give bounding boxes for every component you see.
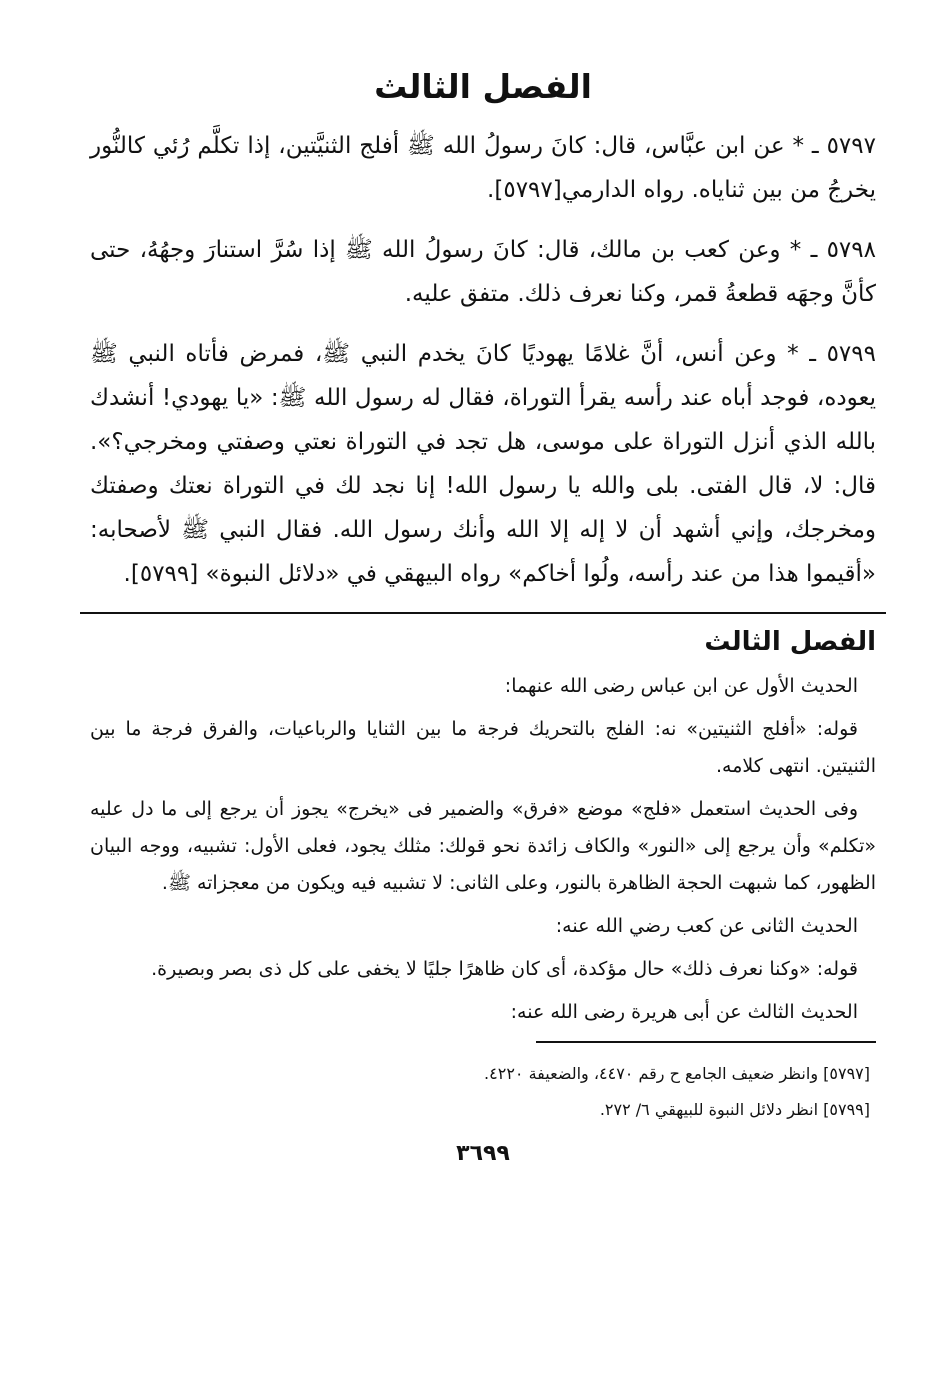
- commentary-paragraph: قوله: «أفلج الثنيتين» نه: الفلج بالتحريك فرجة ما بين الثنايا والرباعيات، والفرق فرجة ما بين الثنيتين. انتهى كلامه.: [90, 718, 876, 777]
- hadith-5799: ٥٧٩٩ ـ * وعن أنس، أنَّ غلامًا يهوديًا كانَ يخدم النبي ﷺ، فمرض فأتاه النبي ﷺ يعوده، فوجد أباه عند رأسه يقرأ التوراة، فقال له رسول الله ﷺ: «يا يهودي! أنشدك بالله الذي أنزل التوراة على موسى، هل تجد في التوراة نعتي وصفتي ومخرجي؟». قال: لا، قال الفتى. بلى والله يا رسول الله! إنا نجد لك في التوراة نعتك وصفتك ومخرجك، وإني أشهد أن لا إله إلا الله وأنك رسول الله. فقال النبي ﷺ لأصحابه: «أقيموا هذا من عند رأسه، ولُوا أخاكم» رواه البيهقي في «دلائل النبوة» [٥٧٩٩].: [90, 341, 876, 587]
- hadith-5797: ٥٧٩٧ ـ * عن ابن عبَّاس، قال: كانَ رسولُ الله ﷺ أفلج الثنيَّتين، إذا تكلَّم رُئي كالنُّور يخرجُ من بين ثناياه. رواه الدارمي[٥٧٩٧].: [90, 133, 876, 203]
- footnote: [٥٧٩٧] وانظر ضعيف الجامع ح رقم ٤٤٧٠، والضعيفة ٤٢٢٠.: [484, 1064, 870, 1083]
- footnote: [٥٧٩٩] انظر دلائل النبوة للبيهقي ٦/ ٢٧٢.: [599, 1100, 870, 1119]
- commentary-paragraph: الحديث الأول عن ابن عباس رضى الله عنهما:: [504, 675, 858, 697]
- commentary-paragraph: قوله: «وكنا نعرف ذلك» حال مؤكدة، أى كان ظاهرًا جليًا لا يخفى على كل ذى بصر وبصيرة.: [151, 958, 858, 980]
- commentary-paragraph: وفى الحديث استعمل «فلج» موضع «فرق» والضمير فى «يخرج» يجوز أن يرجع إلى ما دل عليه «تكلم» وأن يرجع إلى «النور» والكاف زائدة نحو قولك: مثلك يجود، فعلى الأول: تشبيه، ووجه البيان الظهور، كما شبهت الحجة الظاهرة بالنور، وعلى الثانى: لا تشبيه فيه ويكون من معجزاته ﷺ.: [90, 798, 876, 894]
- footnote-divider: [536, 1041, 876, 1043]
- hadith-text-section: [90, 124, 876, 596]
- commentary-title: الفصل الثالث: [704, 627, 876, 657]
- page-number: ٣٦٩٩: [456, 1141, 510, 1166]
- chapter-title: الفصل الثالث: [374, 67, 592, 106]
- commentary-paragraph: الحديث الثالث عن أبى هريرة رضى الله عنه:: [510, 1001, 858, 1023]
- hadith-5798: ٥٧٩٨ ـ * وعن كعب بن مالك، قال: كانَ رسولُ الله ﷺ إذا سُرَّ استنارَ وجهُهُ، حتى كأنَّ وجهَه قطعةُ قمر، وكنا نعرف ذلك. متفق عليه.: [90, 237, 876, 307]
- commentary-section: [90, 668, 876, 1031]
- section-divider: [80, 612, 886, 614]
- commentary-paragraph: الحديث الثانى عن كعب رضي الله عنه:: [555, 915, 858, 937]
- page: [90, 64, 876, 1390]
- footnotes: [90, 1059, 876, 1125]
